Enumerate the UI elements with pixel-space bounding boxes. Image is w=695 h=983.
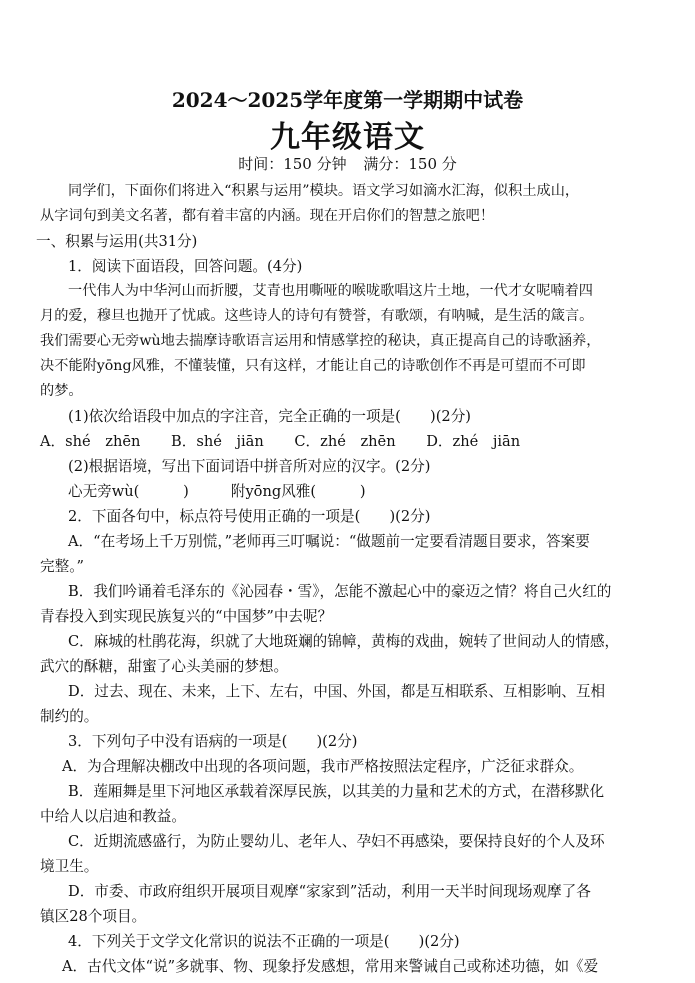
- option-a[interactable]: A．shé zhēn: [40, 433, 141, 450]
- question-stem: 2．下面各句中，标点符号使用正确的一项是( )(2分): [68, 508, 431, 525]
- intro-line: 同学们，下面你们将进入“积累与运用”模块。语文学习如滴水汇海，似积土成山，: [68, 183, 580, 199]
- option-row: [40, 429, 660, 454]
- option-line: 镇区28个项目。: [40, 908, 147, 925]
- question-stem: 4．下列关于文学文化常识的说法不正确的一项是( )(2分): [68, 933, 460, 950]
- option-line: 武穴的酥糖，甜蜜了心头美丽的梦想。: [40, 658, 289, 675]
- section-heading: 一、积累与运用(共31分): [36, 233, 198, 250]
- sub-question: (2)根据语境，写出下面词语中拼音所对应的汉字。(2分): [68, 458, 431, 475]
- intro-line: 从字词句到美文名著，都有着丰富的内涵。现在开启你们的智慧之旅吧！: [40, 208, 495, 224]
- option-line: 完整。”: [40, 558, 84, 575]
- option-line: 制约的。: [40, 708, 99, 725]
- exam-time: 时间：150 分钟: [238, 155, 347, 173]
- option-line: 境卫生。: [40, 858, 99, 875]
- fill-row: [40, 479, 688, 504]
- passage-line: 我们需要心无旁wù地去揣摩诗歌语言运用和情感掌控的秘诀，真正提高自己的诗歌涵养，: [40, 333, 601, 349]
- passage-line: 的梦。: [40, 383, 83, 399]
- question-stem: 1．阅读下面语段，回答问题。(4分): [68, 258, 303, 275]
- option-line[interactable]: A．为合理解决棚改中出现的各项问题，我市严格按照法定程序，广泛征求群众。: [62, 758, 584, 775]
- passage-line: 一代伟人为中华河山而折腰，艾青也用嘶哑的喉咙歌唱这片土地，一代才女呢喃着四: [68, 283, 593, 299]
- option-d[interactable]: D．zhé jiān: [426, 433, 521, 450]
- option-line[interactable]: B．我们吟诵着毛泽东的《沁园春・雪》，怎能不激起心中的豪迈之情？将自己火红的: [68, 583, 612, 600]
- question-stem: 3．下列句子中没有语病的一项是( )(2分): [68, 733, 358, 750]
- option-line[interactable]: A．古代文体“说”多就事、物、现象抒发感想，常用来警诫自己或称述功德，如《爱: [62, 958, 599, 975]
- exam-meta: [0, 153, 695, 174]
- option-line[interactable]: B．莲厢舞是里下河地区承载着深厚民族，以其美的力量和艺术的方式，在潜移默化: [68, 783, 605, 800]
- option-line[interactable]: A．“在考场上千万别慌，”老师再三叮嘱说：“做题前一定要看清题目要求，答案要: [68, 533, 590, 550]
- sub-question: (1)依次给语段中加点的字注音，完全正确的一项是( )(2分): [68, 408, 471, 425]
- option-line[interactable]: C．近期流感盛行，为防止婴幼儿、老年人、孕妇不再感染，要保持良好的个人及环: [68, 833, 605, 850]
- option-line: 中给人以启迪和教益。: [40, 808, 186, 825]
- passage-line: 决不能附yōng风雅，不懂装懂，只有这样，才能让自己的诗歌创作不再是可望而不可即: [40, 358, 586, 374]
- option-c[interactable]: C．zhé zhēn: [294, 433, 396, 450]
- exam-score: 满分：150 分: [363, 155, 457, 173]
- option-line[interactable]: D．市委、市政府组织开展项目观摩“家家到”活动，利用一天半时间现场观摩了各: [68, 883, 591, 900]
- option-line[interactable]: D．过去、现在、未来，上下、左右，中国、外国，都是互相联系、互相影响、互相: [68, 683, 606, 700]
- option-line: 青春投入到实现民族复兴的“中国梦”中去呢？: [40, 608, 333, 625]
- fill-blank-1[interactable]: 心无旁wù( ): [68, 483, 189, 500]
- subject-title: 九年级语文: [270, 120, 425, 155]
- option-line[interactable]: C．麻城的杜鹃花海，织就了大地斑斓的锦幛，黄梅的戏曲，婉转了世间动人的情感，: [68, 633, 620, 650]
- fill-blank-2[interactable]: 附yōng风雅( ): [230, 483, 366, 500]
- passage-line: 月的爱，穆旦也抛开了忧戚。这些诗人的诗句有赞誉，有歌颂，有呐喊，是生活的箴言。: [40, 308, 594, 324]
- option-b[interactable]: B．shé jiān: [171, 433, 264, 450]
- exam-title: 2024～2025学年度第一学期期中试卷: [171, 88, 524, 112]
